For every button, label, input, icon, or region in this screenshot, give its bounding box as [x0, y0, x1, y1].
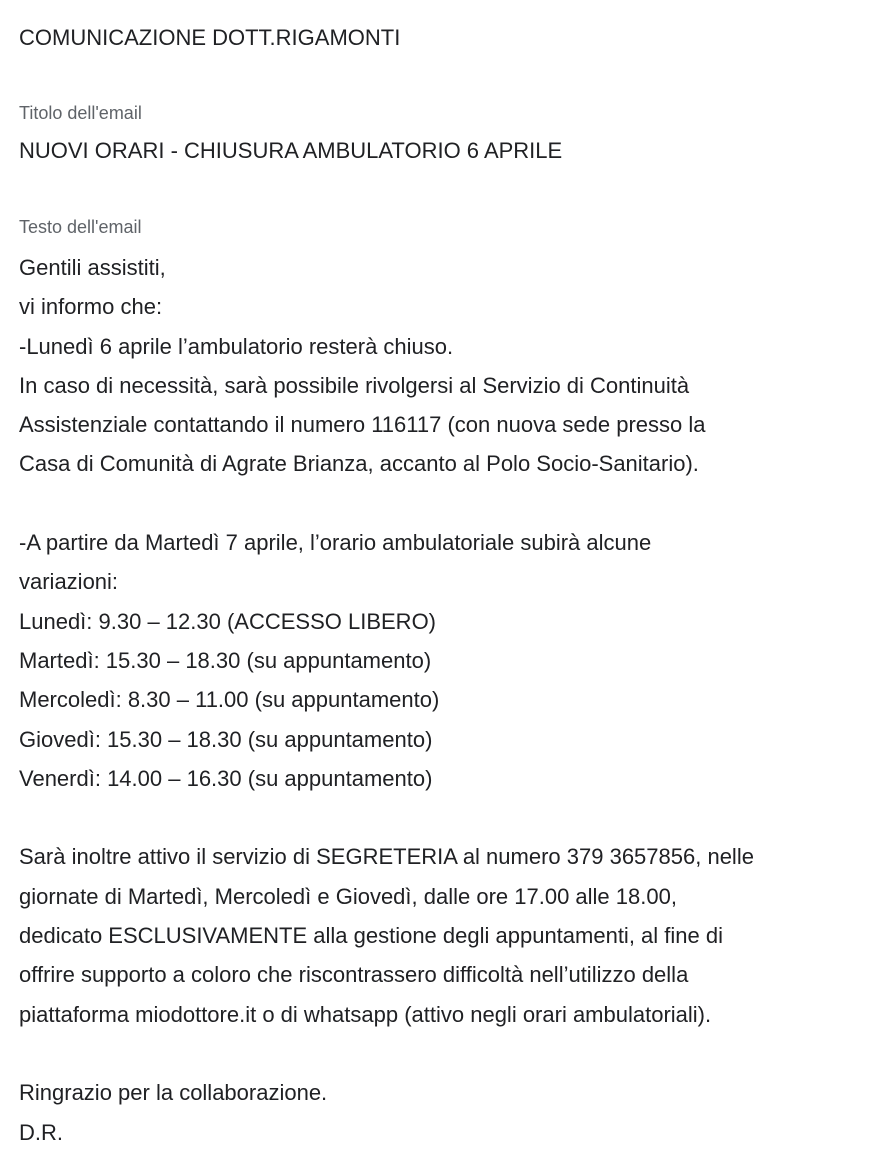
email-body-line: -Lunedì 6 aprile l’ambulatorio resterà chiuso. — [19, 333, 454, 359]
email-body-line: -A partire da Martedì 7 aprile, l’orario ambulatoriale subirà alcune — [19, 530, 652, 556]
email-body-spacer — [19, 798, 891, 837]
email-body-spacer — [19, 1034, 891, 1073]
email-subject: COMUNICAZIONE DOTT.RIGAMONTI — [19, 25, 401, 50]
schedule-line-wednesday: Mercoledì: 8.30 – 11.00 (su appuntamento) — [19, 687, 440, 713]
schedule-line-monday: Lunedì: 9.30 – 12.30 (ACCESSO LIBERO) — [19, 608, 437, 634]
email-title-label: Titolo dell'email — [19, 103, 142, 123]
email-body-line: offrire supporto a coloro che riscontrassero difficoltà nell’utilizzo della — [19, 962, 689, 988]
email-body-spacer — [19, 484, 891, 523]
schedule-line-tuesday: Martedì: 15.30 – 18.30 (su appuntamento) — [19, 647, 432, 673]
email-body-label: Testo dell'email — [19, 217, 142, 237]
email-body-line: variazioni: — [19, 569, 119, 595]
email-body-line: piattaforma miodottore.it o di whatsapp (attivo negli orari ambulatoriali). — [19, 1001, 712, 1027]
email-title-value: NUOVI ORARI - CHIUSURA AMBULATORIO 6 APRILE — [19, 138, 563, 163]
schedule-line-friday: Venerdì: 14.00 – 16.30 (su appuntamento) — [19, 765, 433, 791]
email-body-line: Sarà inoltre attivo il servizio di SEGRETERIA al numero 379 3657856, nelle — [19, 844, 754, 870]
email-body-line: Casa di Comunità di Agrate Brianza, accanto al Polo Socio-Sanitario). — [19, 451, 699, 477]
email-body-line: dedicato ESCLUSIVAMENTE alla gestione degli appuntamenti, al fine di — [19, 923, 723, 949]
email-body-line: giornate di Martedì, Mercoledì e Giovedì, dalle ore 17.00 alle 18.00, — [19, 883, 677, 909]
email-body-line: Gentili assistiti, — [19, 255, 166, 280]
email-body-line: In caso di necessità, sarà possibile rivolgersi al Servizio di Continuità — [19, 372, 690, 398]
schedule-line-thursday: Giovedì: 15.30 – 18.30 (su appuntamento) — [19, 726, 433, 752]
email-signature: D.R. — [19, 1119, 63, 1145]
email-body-line: vi informo che: — [19, 294, 163, 320]
email-body — [19, 248, 891, 1152]
email-closing-line: Ringrazio per la collaborazione. — [19, 1080, 328, 1106]
email-body-line: Assistenziale contattando il numero 116117 (con nuova sede presso la — [19, 412, 706, 438]
